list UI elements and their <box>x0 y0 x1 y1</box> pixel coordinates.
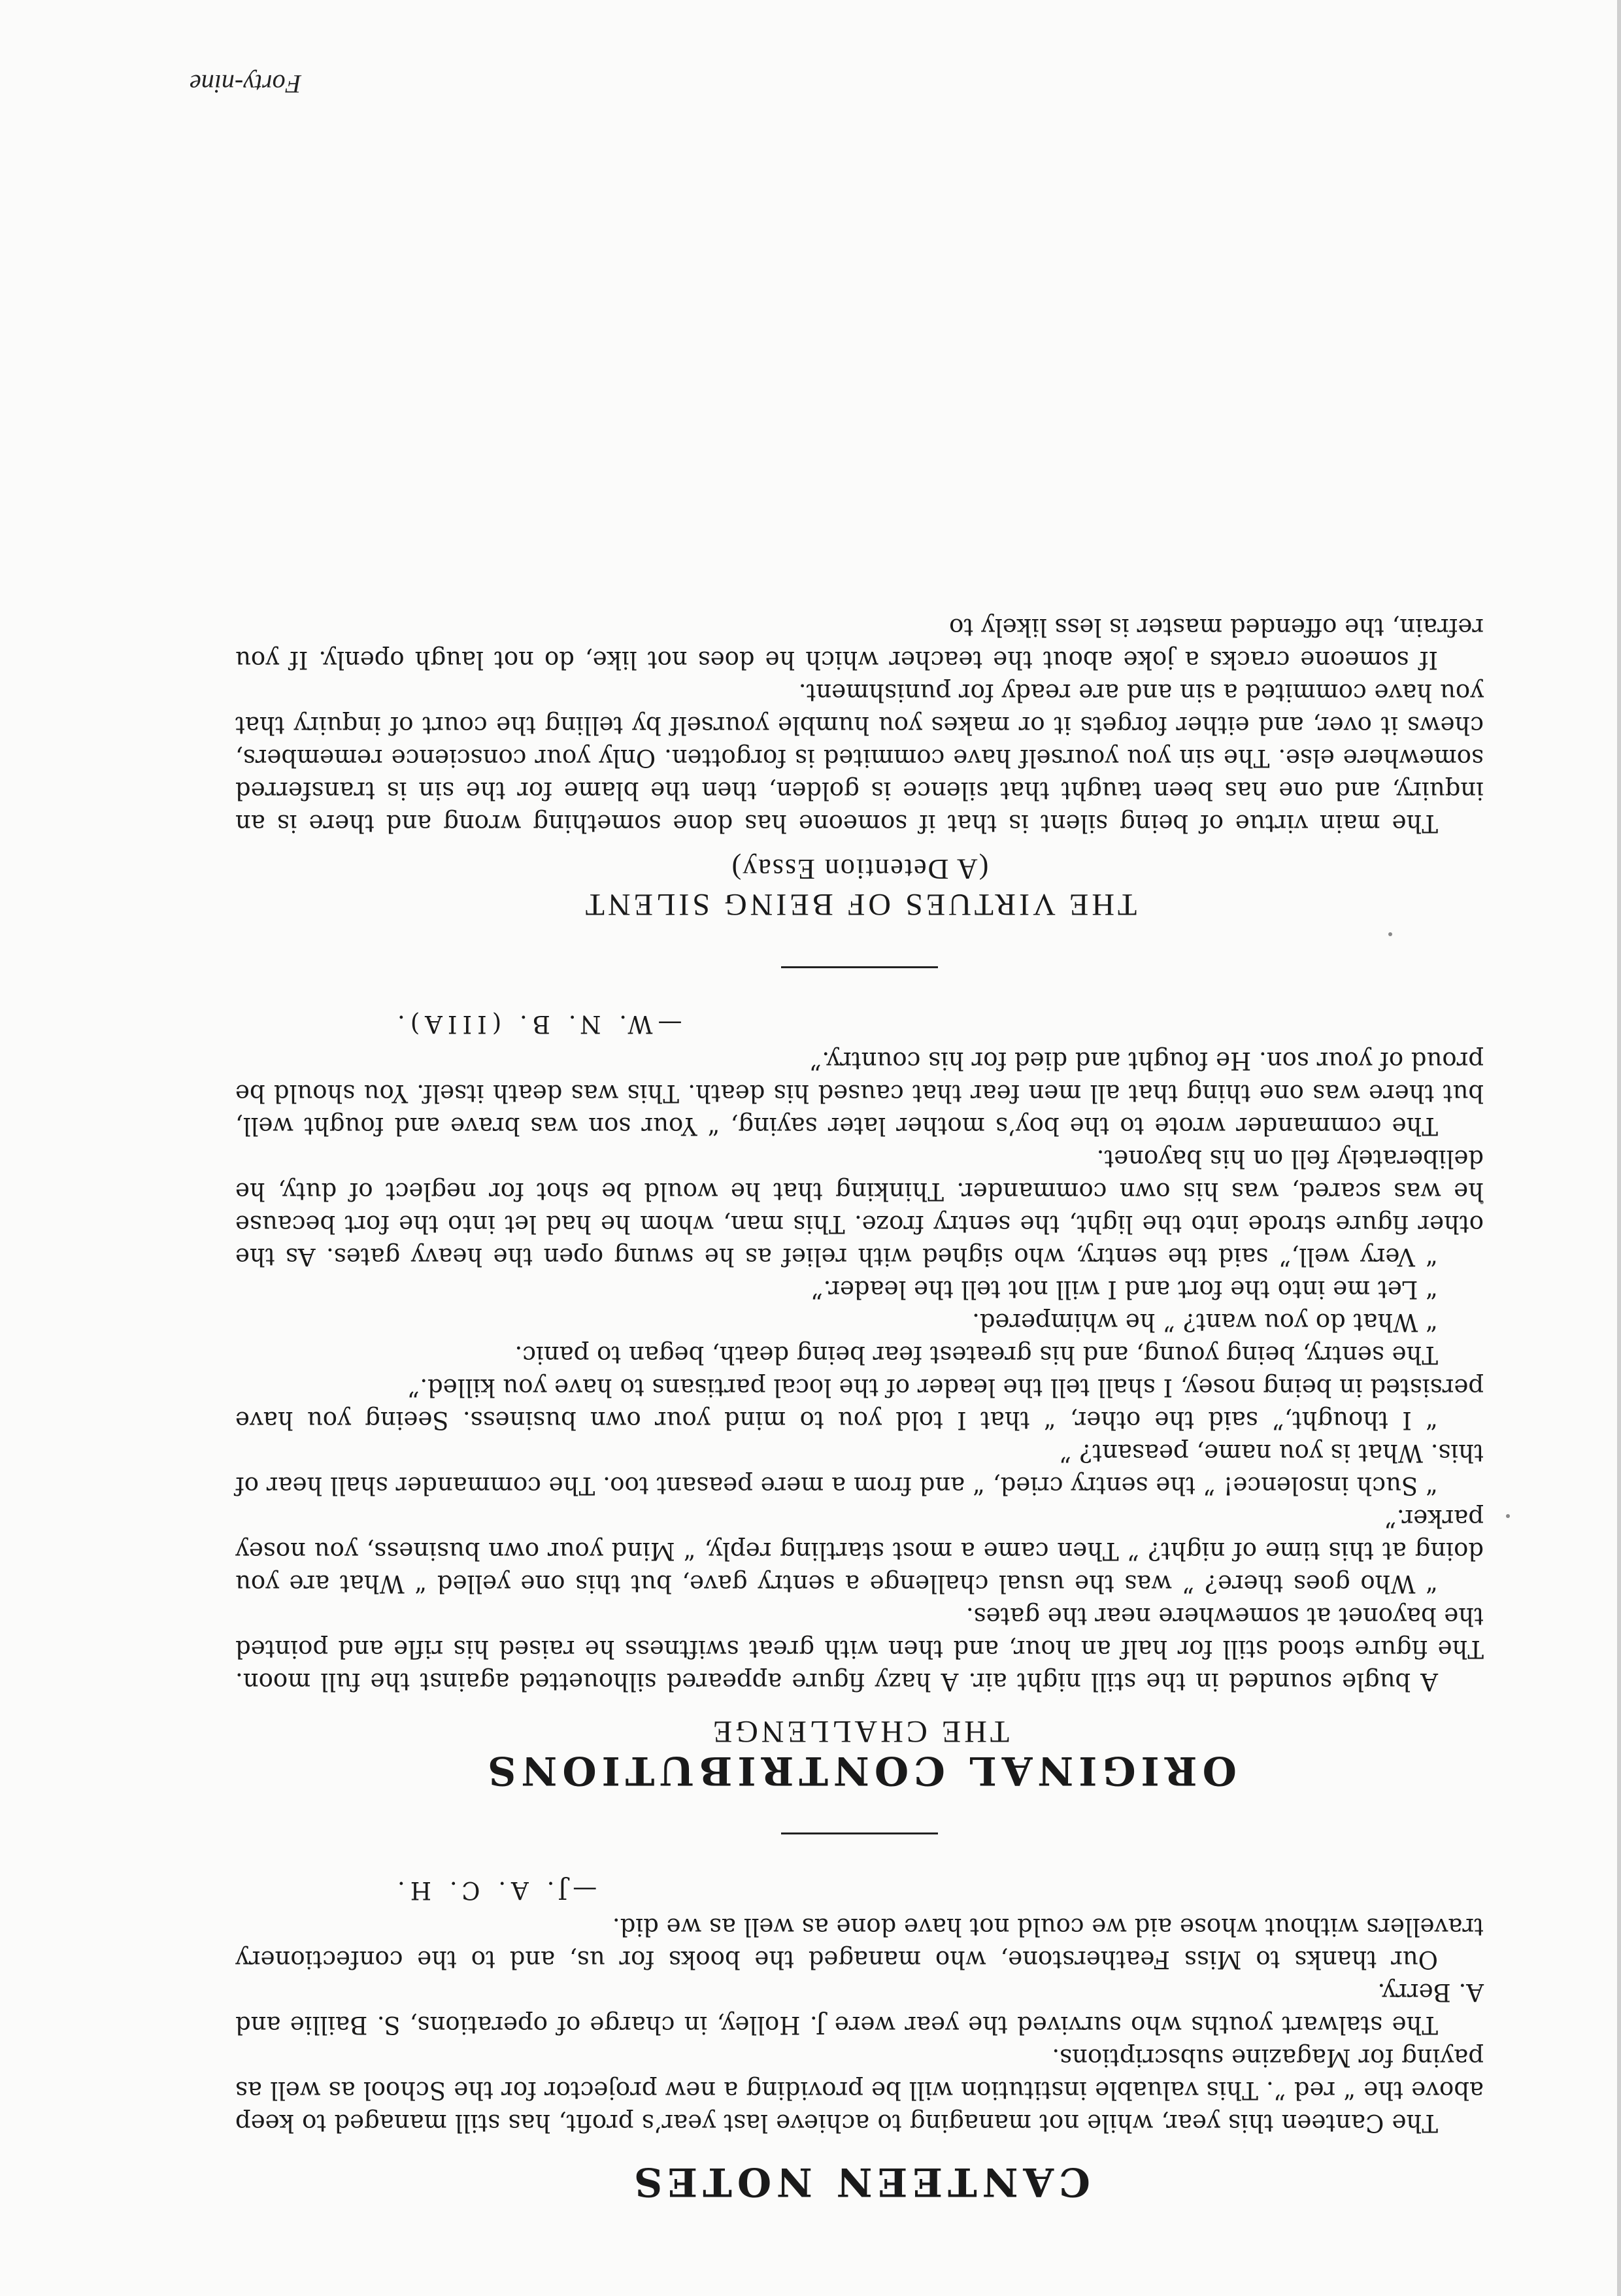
challenge-paragraph: “ Such insolence! ” the sentry cried, “ and from a mere peasant too. The commander shall hear of this. What is you name, peasant? ” <box>235 1439 1484 1500</box>
virtues-paragraph: The main virtue of being silent is that if someone has done something wrong and there is an inquiry, and one has been taught that silence is golden, then the blame for the sin is transferred somewhere else. The sin you yourself have commited is forgotten. Only your conscience remembers, chews it over, and either forgets it or makes you humble yourself by telling the court of inquiry that you have commited a sin and are ready for punishment. <box>235 679 1484 837</box>
canteen-signature: —J. A. C. H. <box>392 1876 597 1904</box>
canteen-paragraph: The stalwart youths who survived the year were J. Holley, in charge of operations, S. Baillie and A. Berry. <box>235 1978 1484 2039</box>
challenge-paragraph: “ Who goes there? ” was the usual challenge a sentry gave, but this one yelled “ What are you doing at this time of night? ” Then came a most startling reply, “ Mind your own business, you nosey parker.” <box>235 1504 1484 1598</box>
original-contributions-heading: ORIGINAL CONTRIBUTIONS <box>482 1747 1237 1793</box>
virtues-subtitle: (A Detention Essay) <box>730 853 989 885</box>
challenge-paragraph: The sentry, being young, and his greatest fear being death, began to panic. <box>514 1341 1438 1369</box>
canteen-paragraph: The Canteen this year, while not managing to achieve last year’s profit, has still managed to keep above the “ red ”. This valuable institution will be providing a new projector for the School as well as paying for Magazine subscriptions. <box>235 2044 1484 2137</box>
canteen-notes-heading: CANTEEN NOTES <box>629 2159 1090 2204</box>
scan-speck <box>1506 1514 1510 1518</box>
canteen-paragraph: Our thanks to Miss Featherstone, who managed the books for us, and to the confectionery travellers without whose aid we could not have done as well as we did. <box>235 1913 1484 1974</box>
page-column <box>235 611 1484 2204</box>
challenge-title: THE CHALLENGE <box>709 1714 1010 1749</box>
challenge-paragraph: “ Let me into the fort and I will not tell the leader.” <box>811 1275 1438 1304</box>
virtues-section <box>235 611 1484 920</box>
page-number: Forty-nine <box>190 69 302 99</box>
section-divider <box>781 1832 938 1834</box>
scan-edge <box>1617 0 1621 2296</box>
challenge-paragraph: “ What do you want? ” he whimpered. <box>972 1308 1438 1336</box>
challenge-paragraph: “ Very well,” said the sentry, who sighed with relief as he swung open the heavy gates. As the other figure strode into the light, the sentry froze. This man, whom he had let into the fort because he was scared, was his own commander. Thinking that he would be shot for neglect of duty, he deliberately fell on his bayonet. <box>235 1145 1484 1271</box>
virtues-paragraph: If someone cracks a joke about the teacher which he does not like, do not laugh openly. If you refrain, the offended master is less likely to <box>235 613 1484 674</box>
challenge-paragraph: The commander wrote to the boy’s mother later saying, “ Your son was brave and fought well, but there was one thing that all men fear that caused his death. This was death itself. You should be proud of your son. He fought and died for his country.” <box>235 1047 1484 1140</box>
virtues-title: THE VIRTUES OF BEING SILENT <box>582 887 1137 922</box>
challenge-paragraph: A bugle sounded in the still night air. A hazy figure appeared silhouetted against the full moon. The figure stood still for half an hour, and then with great swiftness he raised his rifle and pointed the bayonet at somewhere near the gates. <box>235 1602 1484 1696</box>
challenge-signature: —W. N. B. (IIIA). <box>392 1010 682 1038</box>
section-divider <box>781 966 938 968</box>
challenge-section <box>235 1007 1484 1793</box>
canteen-notes-section <box>235 1874 1484 2204</box>
challenge-paragraph: “ I thought,” said the other, “ that I told you to mind your own business. Seeing you have persisted in being nosey, I shall tell the leader of the local partisans to have you killed.” <box>235 1374 1484 1434</box>
